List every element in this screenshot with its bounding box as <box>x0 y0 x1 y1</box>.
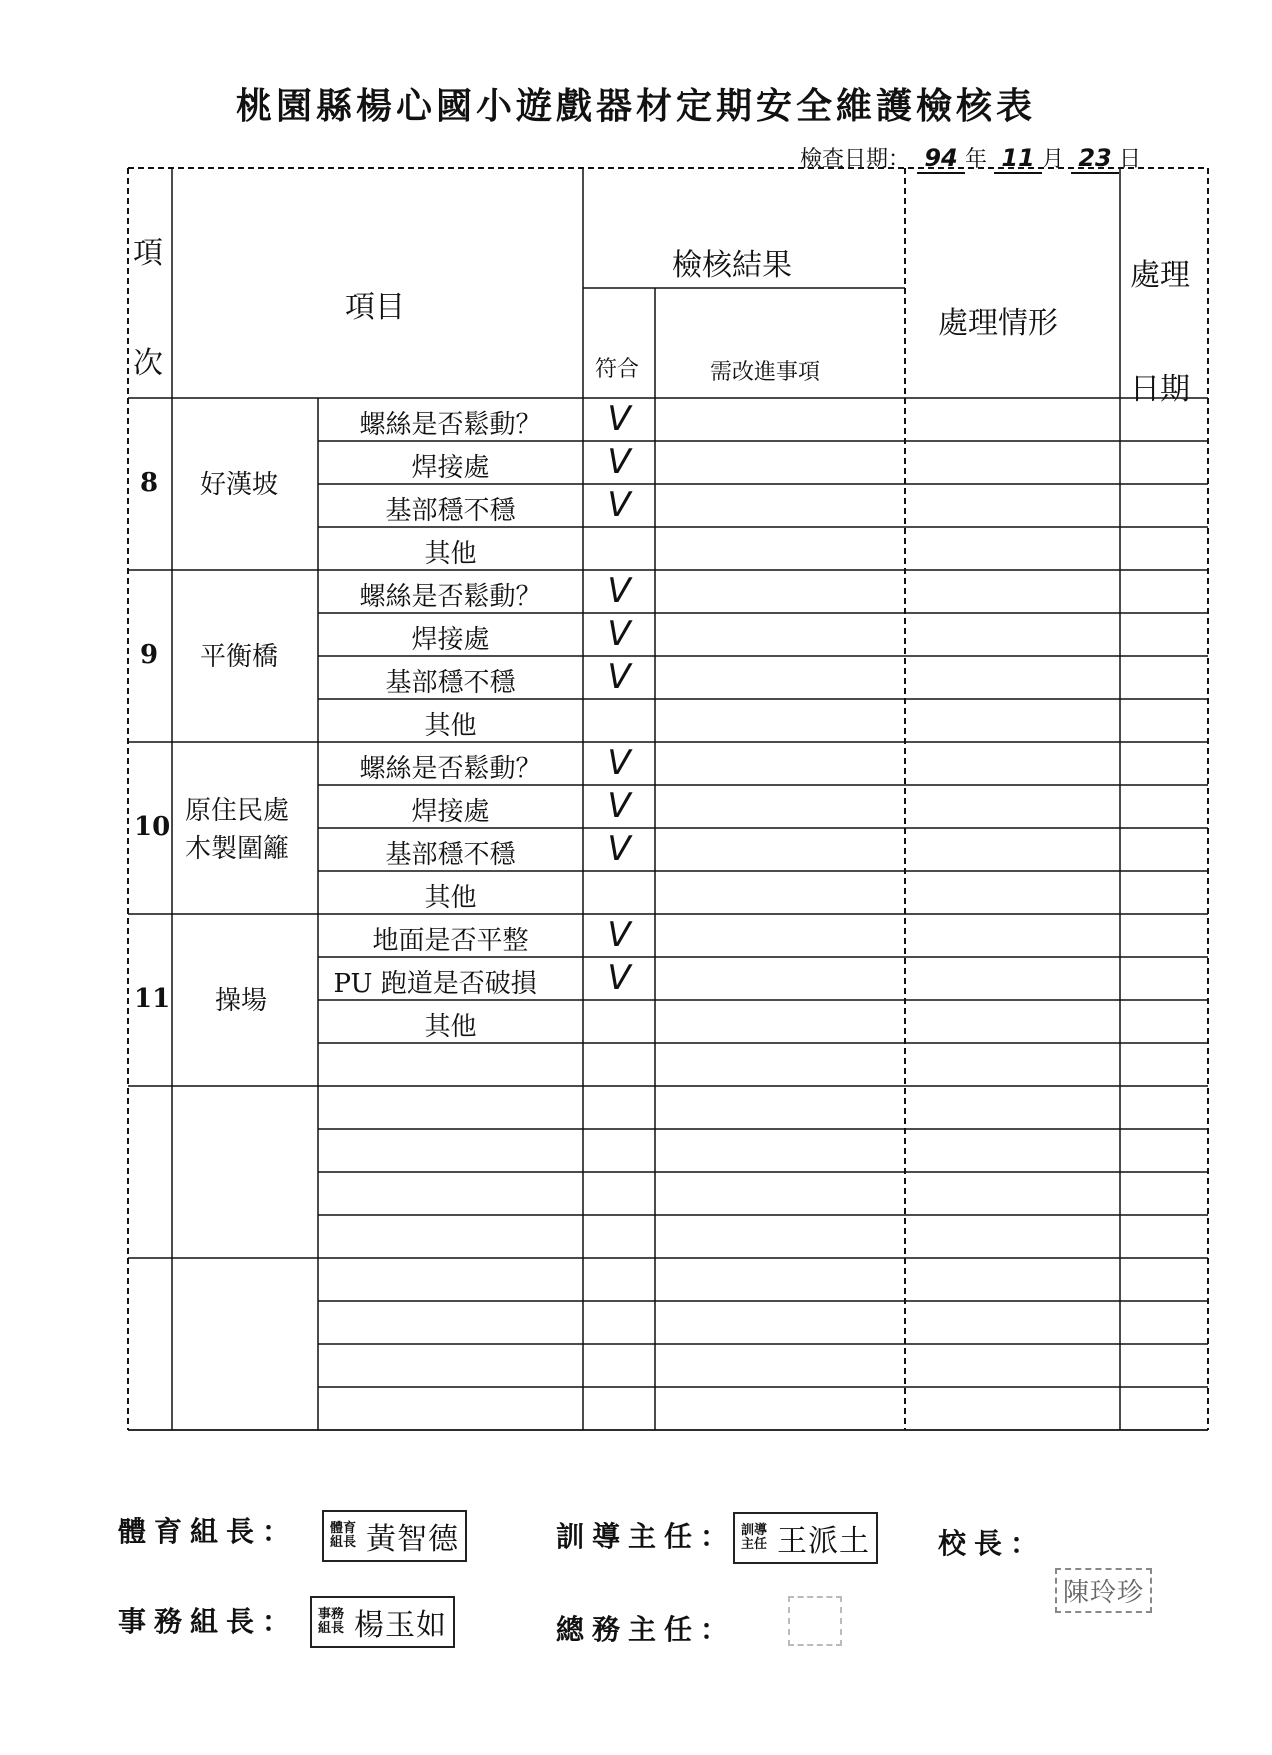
section-name: 原住民處 <box>185 796 290 826</box>
check-item: 焊接處 <box>411 453 490 483</box>
date-year-unit: 年 <box>965 147 988 172</box>
header-improve: 需改進事項 <box>710 360 821 385</box>
check-item: 螺絲是否鬆動？ <box>359 410 542 440</box>
check-item: 其他 <box>424 1012 477 1042</box>
section-no: 11 <box>134 984 171 1014</box>
principal-stamp <box>1055 1568 1152 1613</box>
check-mark: V <box>607 399 631 439</box>
check-mark: V <box>607 571 631 611</box>
general-director-label: 總務主任： <box>556 1613 737 1646</box>
section-no: 9 <box>140 640 159 670</box>
date-day: 23 <box>1071 144 1119 174</box>
affairs-leader-stamp <box>310 1596 455 1648</box>
check-mark: V <box>607 786 631 826</box>
section-name: 平衡橋 <box>200 642 279 672</box>
header-date-1: 處理 <box>1130 258 1190 293</box>
check-mark: V <box>607 442 631 482</box>
general-director-faded-stamp <box>788 1596 842 1646</box>
check-item: 其他 <box>424 711 477 741</box>
check-item: PU 跑道是否破損 <box>333 969 537 999</box>
section-name: 好漢坡 <box>200 470 279 500</box>
check-item: 其他 <box>424 883 477 913</box>
discipline-director-stamp-title: 訓導主任 <box>741 1523 768 1552</box>
date-label: 檢查日期： <box>800 147 911 172</box>
principal-label: 校長： <box>938 1527 1047 1560</box>
date-day-unit: 日 <box>1119 147 1142 172</box>
header-no-1: 項 <box>133 236 163 271</box>
check-item: 地面是否平整 <box>372 926 529 956</box>
check-item: 基部穩不穩 <box>385 840 516 870</box>
check-mark: V <box>607 614 631 654</box>
check-mark: V <box>607 657 631 697</box>
section-no: 8 <box>140 468 159 498</box>
affairs-leader-stamp-title: 事務組長 <box>318 1607 345 1636</box>
pe-leader-stamp <box>322 1510 467 1562</box>
check-item: 螺絲是否鬆動？ <box>359 754 542 784</box>
header-item: 項目 <box>345 290 405 325</box>
check-item: 基部穩不穩 <box>385 668 516 698</box>
check-item: 螺絲是否鬆動？ <box>359 582 542 612</box>
pe-leader-stamp-name: 黃智德 <box>366 1522 459 1557</box>
header-handling: 處理情形 <box>938 306 1058 341</box>
date-month: 11 <box>994 144 1042 174</box>
check-mark: V <box>607 485 631 525</box>
check-mark: V <box>607 958 631 998</box>
section-name: 操場 <box>215 986 268 1016</box>
check-item: 其他 <box>424 539 477 569</box>
check-item: 焊接處 <box>411 625 490 655</box>
check-mark: V <box>607 915 631 955</box>
check-item: 基部穩不穩 <box>385 496 516 526</box>
check-item: 焊接處 <box>411 797 490 827</box>
section-no: 10 <box>134 812 171 842</box>
pe-leader-stamp-title: 體育組長 <box>330 1521 357 1550</box>
date-month-unit: 月 <box>1042 147 1065 172</box>
date-year: 94 <box>917 144 965 174</box>
header-result: 檢核結果 <box>672 248 792 283</box>
discipline-director-stamp <box>733 1512 878 1564</box>
check-mark: V <box>607 829 631 869</box>
affairs-leader-stamp-name: 楊玉如 <box>354 1608 447 1643</box>
principal-stamp-name: 陳玲珍 <box>1063 1578 1145 1608</box>
form-title: 桃園縣楊心國小遊戲器材定期安全維護檢核表 <box>235 85 1036 127</box>
discipline-director-stamp-name: 王派土 <box>777 1524 870 1559</box>
header-date-2: 日期 <box>1130 372 1190 407</box>
discipline-director-label: 訓導主任： <box>556 1520 737 1553</box>
affairs-leader-label: 事務組長： <box>118 1605 299 1638</box>
header-no-2: 次 <box>133 346 163 381</box>
pe-leader-label: 體育組長： <box>118 1515 299 1548</box>
section-name: 木製圍籬 <box>185 834 290 864</box>
check-mark: V <box>607 743 631 783</box>
header-ok: 符合 <box>595 357 640 382</box>
